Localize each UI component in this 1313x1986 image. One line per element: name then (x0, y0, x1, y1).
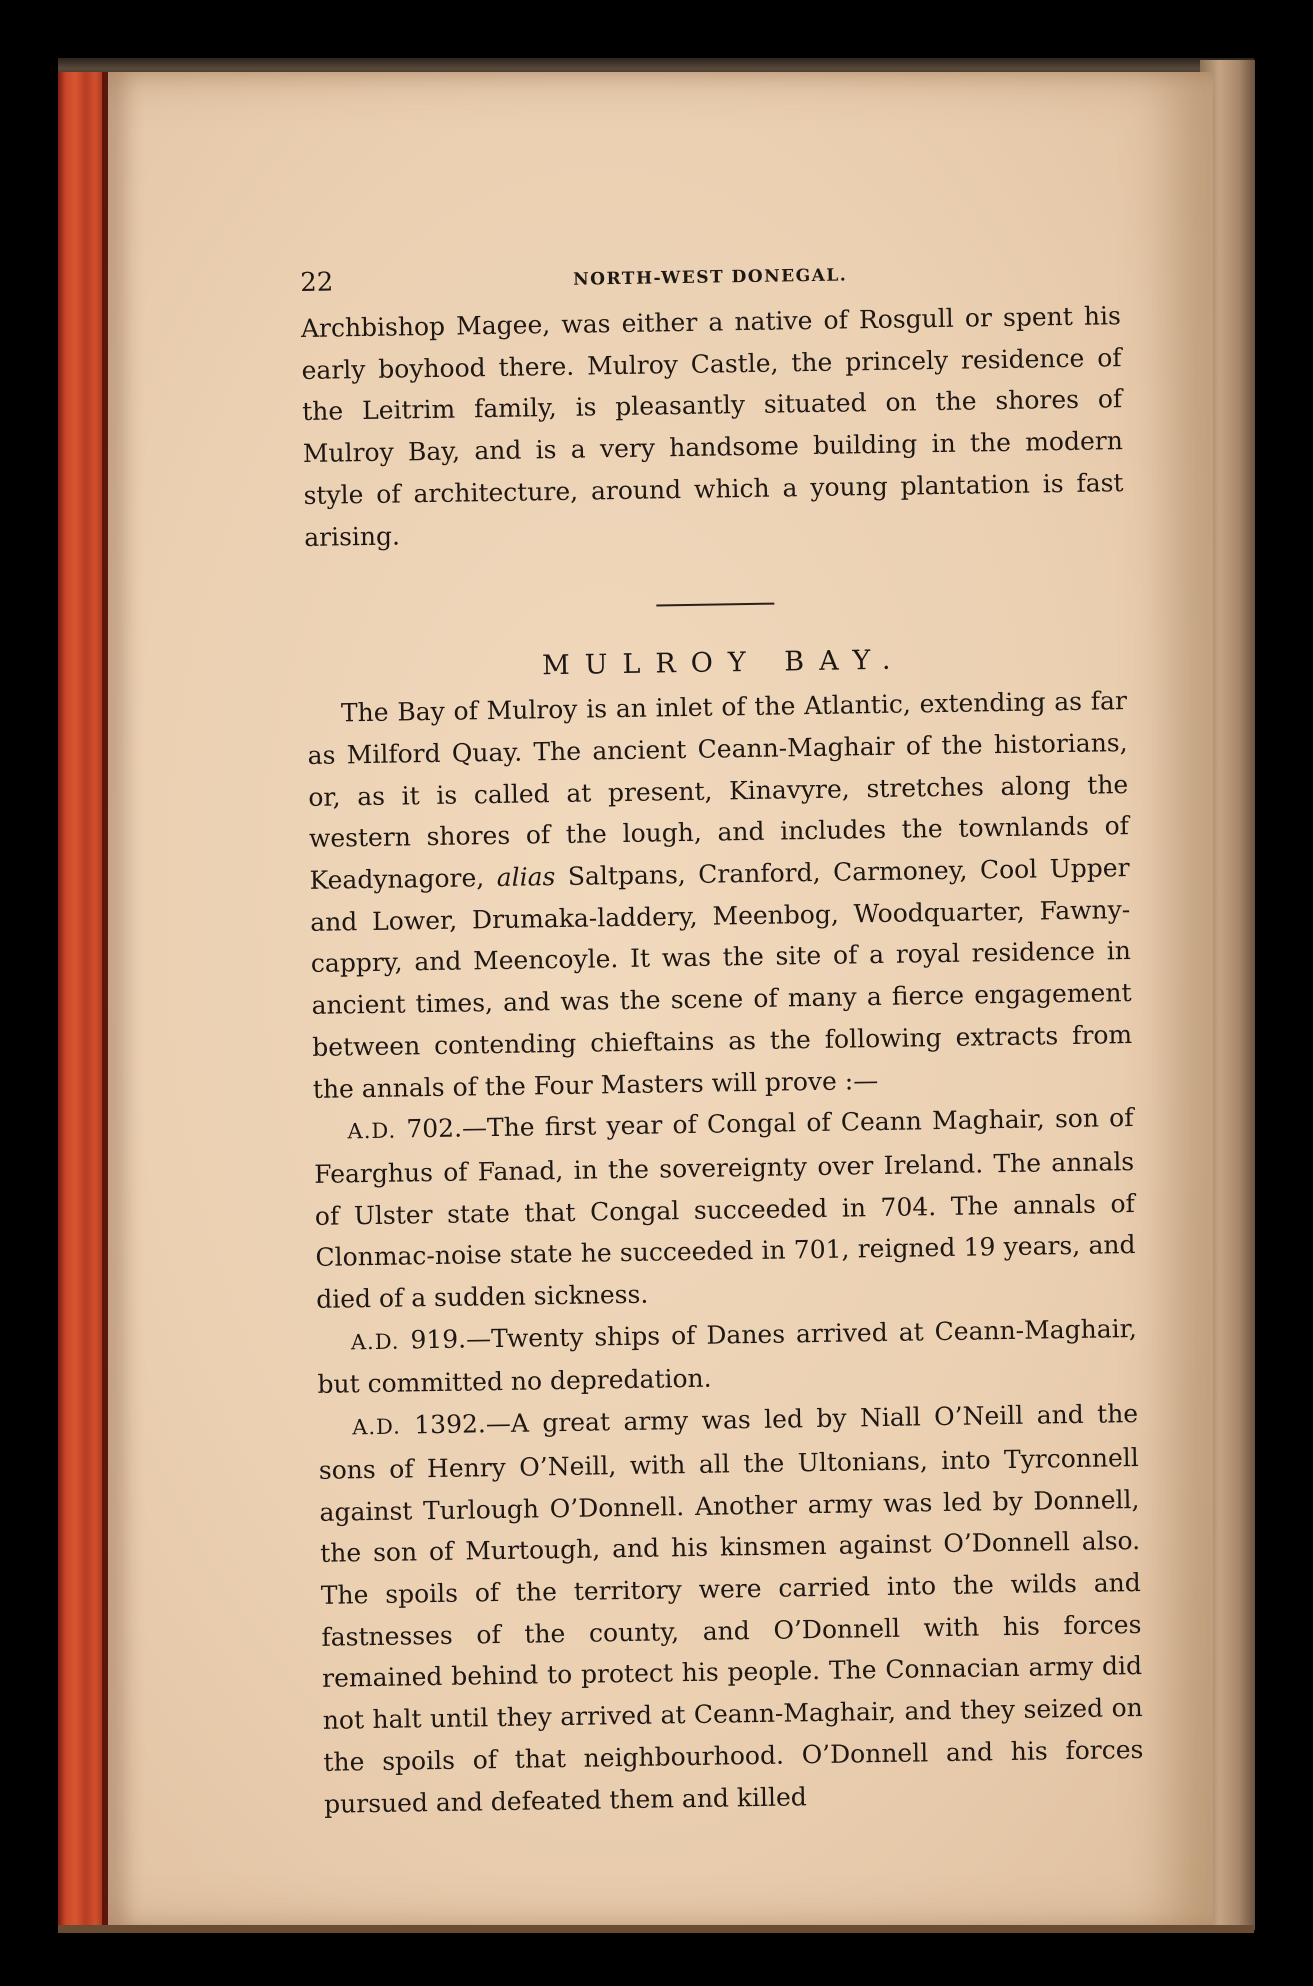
main-paragraph-before-alias: The Bay of Mulroy is an inlet of the Atlantic, extending as far as Milford Quay. The ancient Ceann-Maghair of the historians, or, as it is called at present, Kinavyre, stretches along the western shores of the lough, and includes the townlands of Keadynagore, (307, 686, 1130, 895)
section-divider (656, 603, 774, 607)
page-number: 22 (300, 267, 334, 298)
annal-era: A.D. (350, 1329, 400, 1355)
alias-word: alias (496, 862, 556, 893)
intro-paragraph: Archbishop Magee, was either a native of Rosgull or spent his early boyhood there. Mulroy Castle, the princely residence of the Leitrim family, is pleasantly situated on the shores of Mulroy Bay, and is a very handsome building in the modern style of architecture, around which a young plantation is fast arising. (300, 301, 1124, 552)
main-paragraph (307, 680, 1133, 1110)
book-red-edge (58, 72, 108, 1932)
main-paragraph-after-alias: Saltpans, Cranford, Carmoney, Cool Upper and Lower, Drumaka-laddery, Meenbog, Woodquarter, Fawny-cappry, and Meencoyle. It was the site of a royal residence in ancient times, and was the scene of many a fierce engagement between contending chieftains as the following extracts from the annals of the Four Masters will prove :— (310, 853, 1133, 1104)
running-title: NORTH-WEST DONEGAL. (573, 265, 848, 290)
section-title: MULROY BAY. (541, 644, 906, 682)
annal-era: A.D. (352, 1414, 402, 1440)
annal-text: 702.—The first year of Congal of Ceann Maghair, son of Fearghus of Fanad, in the sovereignty over Ireland. The annals of Ulster state that Congal succeeded in 704. The annals of Clonmac-noise state he succeeded in 701, reigned 19 years, and died of a sudden sickness. (314, 1103, 1136, 1314)
annal-era: A.D. (347, 1118, 397, 1144)
annal-text: 919.—Twenty ships of Danes arrived at Ceann-Maghair, but committed no depredation. (317, 1313, 1137, 1400)
annal-entry-919 (317, 1308, 1138, 1406)
page-text (300, 255, 1144, 1825)
annal-text: 1392.—A great army was led by Niall O’Neill and the sons of Henry O’Neill, with all the Ultonians, into Tyrconnell against Turlough O’Donnell. Another army was led by Donnell, the son of Murtough, and his kinsmen against O’Donnell also. The spoils of the territory were carried into the wilds and fastnesses of the county, and O’Donnell with his forces remained behind to protect his people. The Connacian army did not halt until they arrived at Ceann-Maghair, and they seized on the spoils of that neighbourhood. O’Donnell and his forces pursued and defeated them and killed (318, 1399, 1144, 1819)
annal-entry-702 (313, 1097, 1136, 1320)
book-bottom-edge (58, 1925, 1254, 1933)
annal-entry-1392 (318, 1393, 1144, 1825)
